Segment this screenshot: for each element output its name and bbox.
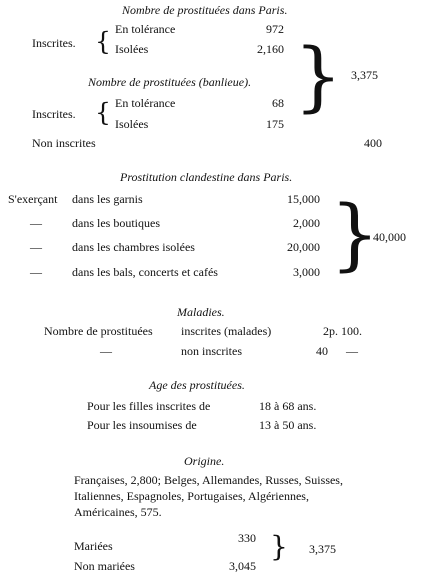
origine-text: Françaises, 2,800; Belges, Allemandes, Russes, Suisses, Italiennes, Espagnoles, Portugaises, Algériennes, Américaines, 575. <box>74 473 343 519</box>
label-inscrites-banlieue: Inscrites. <box>32 107 76 121</box>
etat-civil-total: 3,375 <box>309 542 336 556</box>
age-row2-value: 13 à 50 ans. <box>259 418 317 432</box>
etat-civil-non-mariees-label: Non mariées <box>74 559 135 573</box>
clandestine-value-3: 20,000 <box>287 240 320 254</box>
clandestine-label-2: dans les boutiques <box>72 216 160 230</box>
inscrites-total: 3,375 <box>351 68 378 82</box>
etat-civil-mariees-value: 330 <box>238 531 256 545</box>
clandestine-value-2: 2,000 <box>293 216 320 230</box>
row-label-tolerance-banlieue: En tolérance <box>115 96 176 110</box>
row-value-isolees-banlieue: 175 <box>266 117 284 131</box>
clandestine-prefix-1: S'exerçant <box>8 192 58 206</box>
row-value-isolees-paris: 2,160 <box>257 42 284 56</box>
maladies-row1-label: Nombre de prostituées <box>44 324 153 338</box>
value-non-inscrites: 400 <box>364 136 382 150</box>
clandestine-value-4: 3,000 <box>293 265 320 279</box>
age-row1-value: 18 à 68 ans. <box>259 399 317 413</box>
clandestine-prefix-4: — <box>30 265 42 279</box>
clandestine-value-1: 15,000 <box>287 192 320 206</box>
clandestine-total: 40,000 <box>373 230 406 244</box>
maladies-row2-value: 40 <box>316 344 328 358</box>
maladies-row1-value: 2p. 100. <box>323 324 362 338</box>
etat-civil-mariees-label: Mariées <box>74 539 113 553</box>
clandestine-label-4: dans les bals, concerts et cafés <box>72 265 218 279</box>
section-title-paris: Nombre de prostituées dans Paris. <box>122 3 288 17</box>
section-title-clandestine: Prostitution clandestine dans Paris. <box>120 170 293 184</box>
age-row2-label: Pour les insoumises de <box>87 418 197 432</box>
label-inscrites-paris: Inscrites. <box>32 36 76 50</box>
brace-banlieue: { <box>95 98 111 127</box>
clandestine-label-1: dans les garnis <box>72 192 143 206</box>
clandestine-prefix-3: — <box>30 240 42 254</box>
section-title-origine: Origine. <box>184 454 225 468</box>
row-value-tolerance-banlieue: 68 <box>272 96 284 110</box>
section-title-maladies: Maladies. <box>177 305 225 319</box>
maladies-row2-label: — <box>100 344 112 358</box>
clandestine-prefix-2: — <box>30 216 42 230</box>
etat-civil-non-mariees-value: 3,045 <box>229 559 256 573</box>
label-non-inscrites: Non inscrites <box>32 136 96 150</box>
clandestine-label-3: dans les chambres isolées <box>72 240 195 254</box>
section-title-age: Age des prostituées. <box>149 378 245 392</box>
age-row1-label: Pour les filles inscrites de <box>87 399 211 413</box>
brace-clandestine: } <box>330 190 380 280</box>
row-label-tolerance-paris: En tolérance <box>115 22 176 36</box>
row-label-isolees-paris: Isolées <box>115 42 149 56</box>
maladies-row2-mid: non inscrites <box>181 344 242 358</box>
row-label-isolees-banlieue: Isolées <box>115 117 149 131</box>
row-value-tolerance-paris: 972 <box>266 22 284 36</box>
maladies-row1-mid: inscrites (malades) <box>181 324 272 338</box>
brace-etat-civil: } <box>270 530 288 563</box>
maladies-row2-suffix: — <box>346 344 358 358</box>
section-title-banlieue: Nombre de prostituées (banlieue). <box>88 75 252 89</box>
brace-paris: { <box>95 27 111 56</box>
brace-inscrites-total: } <box>294 31 343 120</box>
